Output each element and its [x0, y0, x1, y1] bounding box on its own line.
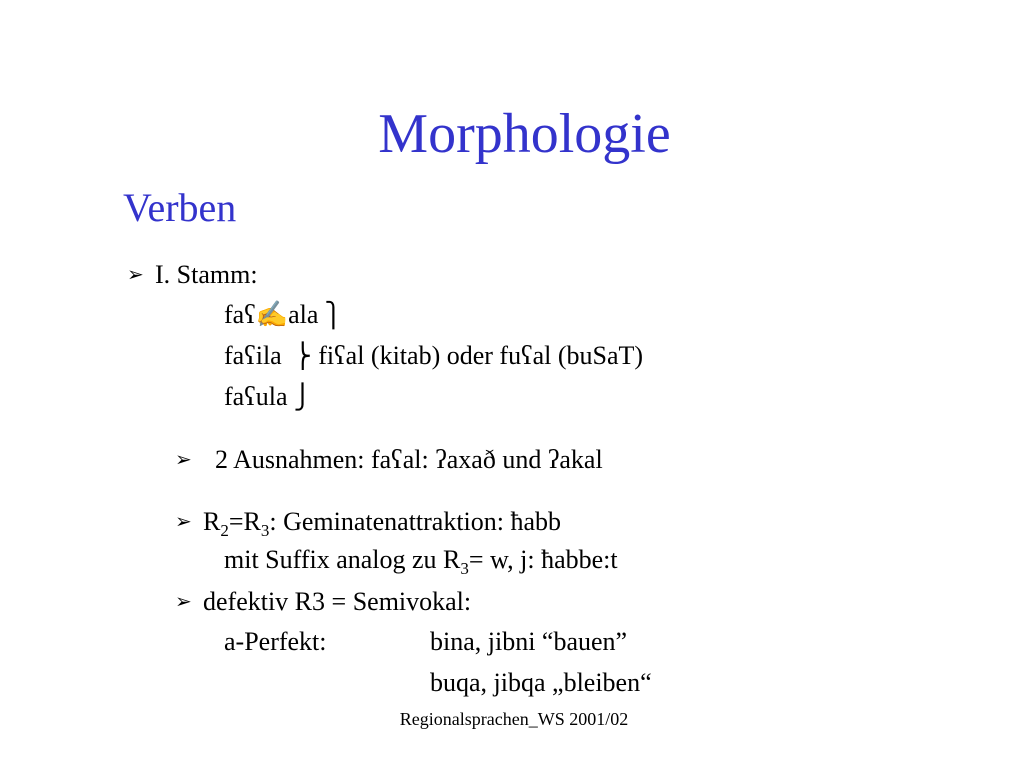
gemination-rest: : Geminatenattraktion: ħabb: [269, 507, 562, 536]
perfekt-example-1: bina, jibni “bauen”: [430, 627, 628, 656]
brace-top-icon: ⎫: [324, 301, 343, 329]
gemination-eq: =R: [228, 507, 261, 536]
gemination-suffix-line: [224, 543, 618, 586]
stamm-form-2-rest: fiʕal (kitab) oder fuʕal (buSaT): [318, 341, 644, 370]
stamm-form-1: [224, 298, 342, 332]
perfekt-example-2: buqa, jibqa „bleiben“: [430, 668, 652, 697]
page-title: Morphologie: [378, 103, 671, 165]
stamm-form-text: faʕula: [224, 382, 288, 411]
section-heading: Verben: [123, 185, 237, 230]
footer-text: Regionalsprachen_WS 2001/02: [399, 709, 629, 729]
bullet-arrow-icon: ➢: [127, 262, 144, 286]
gemination-bullet-line: [175, 504, 561, 548]
bullet-arrow-icon: ➢: [175, 509, 192, 533]
gemination-r: R: [203, 507, 221, 536]
gemination-r3-subscript: 3: [260, 521, 270, 540]
brace-middle-icon: ⎬: [293, 342, 312, 370]
bullet-arrow-icon: ➢: [175, 589, 192, 613]
bullet-arrow-icon: ➢: [175, 447, 192, 471]
stamm-form-3: [224, 380, 312, 414]
defektiv-perfekt-line: [224, 625, 1004, 659]
defektiv-bullet-line: [175, 584, 471, 619]
gemination-suffix-subscript: 3: [460, 559, 469, 578]
perfekt-label: a-Perfekt:: [224, 627, 327, 656]
gemination-suffix-b: = w, j: ħabbe:t: [468, 545, 618, 574]
ausnahmen-bullet-line: [175, 442, 603, 477]
stamm-label: I. Stamm:: [155, 260, 258, 289]
stamm-bullet-line: [127, 257, 258, 292]
stamm-form-2: [224, 339, 643, 373]
perfekt-example-2-line: [430, 666, 652, 700]
defektiv-label: defektiv R3 = Semivokal:: [203, 587, 472, 616]
gemination-suffix-a: mit Suffix analog zu R: [224, 545, 461, 574]
stamm-form-text: faʕ✍ala: [224, 300, 319, 329]
gemination-r2-subscript: 2: [220, 521, 229, 540]
ausnahmen-text: 2 Ausnahmen: faʕal: ʔaxað und ʔakal: [215, 445, 603, 474]
brace-bottom-icon: ⎭: [293, 383, 312, 411]
stamm-form-text: faʕila: [224, 341, 282, 370]
